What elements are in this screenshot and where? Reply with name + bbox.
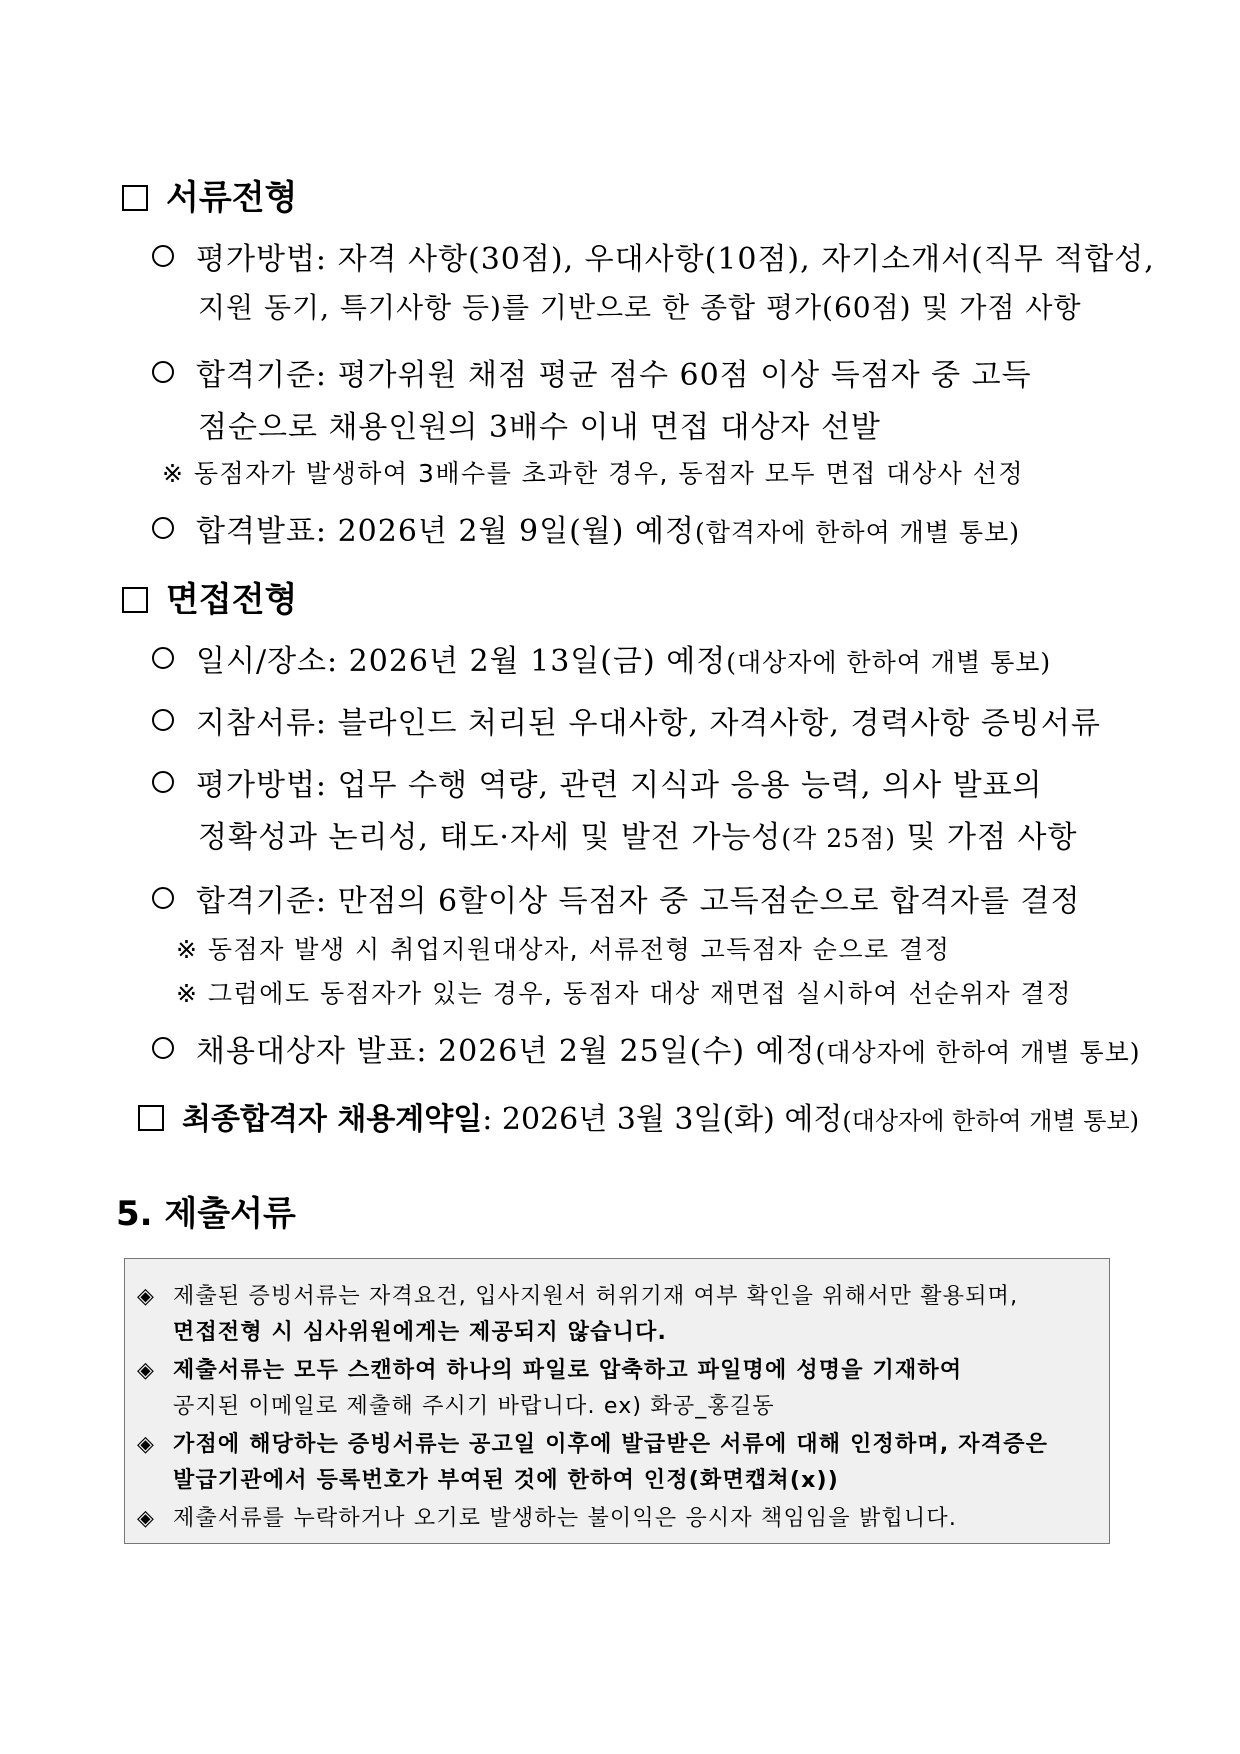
notice-item-4: ◈ 제출서류를 누락하거나 오기로 발생하는 불이익은 응시자 책임임을 밝힙니다. [137,1506,958,1531]
circle-bullet-icon [152,245,174,267]
section-heading-document-screening: 서류전형 [122,170,297,219]
notice-item-1-line1: ◈ 제출된 증빙서류는 자격요건, 입사지원서 허위기재 여부 확인을 위해서만 활용되며, [137,1284,1019,1309]
s2-date-place: 일시/장소: 2026년 2월 13일(금) 예정(대상자에 한하여 개별 통보) [152,636,1051,680]
s2-pass-criteria: 합격기준: 만점의 6할이상 득점자 중 고득점순으로 합격자를 결정 [152,876,1080,920]
section-heading-submission-docs: 5. 제출서류 [116,1194,296,1234]
diamond-bullet-icon: ◈ [137,1284,156,1309]
circle-bullet-icon [152,709,174,731]
s2-hiring-announcement: 채용대상자 발표: 2026년 2월 25일(수) 예정(대상자에 한하여 개별 통보) [152,1026,1141,1070]
diamond-bullet-icon: ◈ [137,1506,156,1531]
circle-bullet-icon [152,1037,174,1059]
notice-item-2-line2: 공지된 이메일로 제출해 주시기 바랍니다. ex) 화공_홍길동 [173,1394,775,1419]
diamond-bullet-icon: ◈ [137,1432,156,1457]
circle-bullet-icon [152,361,174,383]
s2-eval-method-line1: 평가방법: 업무 수행 역량, 관련 지식과 응용 능력, 의사 발표의 [152,760,1043,804]
s1-pass-criteria-line1: 합격기준: 평가위원 채점 평균 점수 60점 이상 득점자 중 고득 [152,350,1032,394]
checkbox-square-icon [138,1105,164,1131]
notice-item-3-line1: ◈ 가점에 해당하는 증빙서류는 공고일 이후에 발급받은 서류에 대해 인정하며, 자격증은 [137,1432,1049,1457]
s2-tie-note-1: ※ 동점자 발생 시 취업지원대상자, 서류전형 고득점자 순으로 결정 [176,935,951,964]
checkbox-square-icon [122,185,148,211]
circle-bullet-icon [152,887,174,909]
s2-tie-note-2: ※ 그럼에도 동점자가 있는 경우, 동점자 대상 재면접 실시하여 선순위자 결정 [176,979,1072,1008]
checkbox-square-icon [122,587,148,613]
notice-item-1-line2: 면접전형 시 심사위원에게는 제공되지 않습니다. [173,1320,668,1345]
submission-notice-box [124,1258,1110,1544]
circle-bullet-icon [152,647,174,669]
section-heading-interview: 면접전형 [122,572,297,621]
s1-pass-criteria-line2: 점순으로 채용인원의 3배수 이내 면접 대상자 선발 [198,410,881,445]
s2-eval-method-line2: 정확성과 논리성, 태도·자세 및 발전 가능성(각 25점) 및 가점 사항 [198,820,1078,855]
diamond-bullet-icon: ◈ [137,1358,156,1383]
notice-item-3-line2: 발급기관에서 등록번호가 부여된 것에 한하여 인정(화면캡쳐(x)) [173,1468,840,1493]
s1-tie-note: ※ 동점자가 발생하여 3배수를 초과한 경우, 동점자 모두 면접 대상사 선정 [162,459,1024,488]
s1-eval-method-line1: 평가방법: 자격 사항(30점), 우대사항(10점), 자기소개서(직무 적합성, [152,234,1155,278]
notice-item-2-line1: ◈ 제출서류는 모두 스캔하여 하나의 파일로 압축하고 파일명에 성명을 기재하여 [137,1358,963,1383]
section-final-contract-date: 최종합격자 채용계약일: 2026년 3월 3일(화) 예정(대상자에 한하여 개별 통보) [138,1094,1139,1138]
s1-announcement: 합격발표: 2026년 2월 9일(월) 예정(합격자에 한하여 개별 통보) [152,506,1020,550]
s1-eval-method-line2: 지원 동기, 특기사항 등)를 기반으로 한 종합 평가(60점) 및 가점 사항 [198,291,1082,324]
s2-required-docs: 지참서류: 블라인드 처리된 우대사항, 자격사항, 경력사항 증빙서류 [152,698,1101,742]
circle-bullet-icon [152,517,174,539]
circle-bullet-icon [152,771,174,793]
